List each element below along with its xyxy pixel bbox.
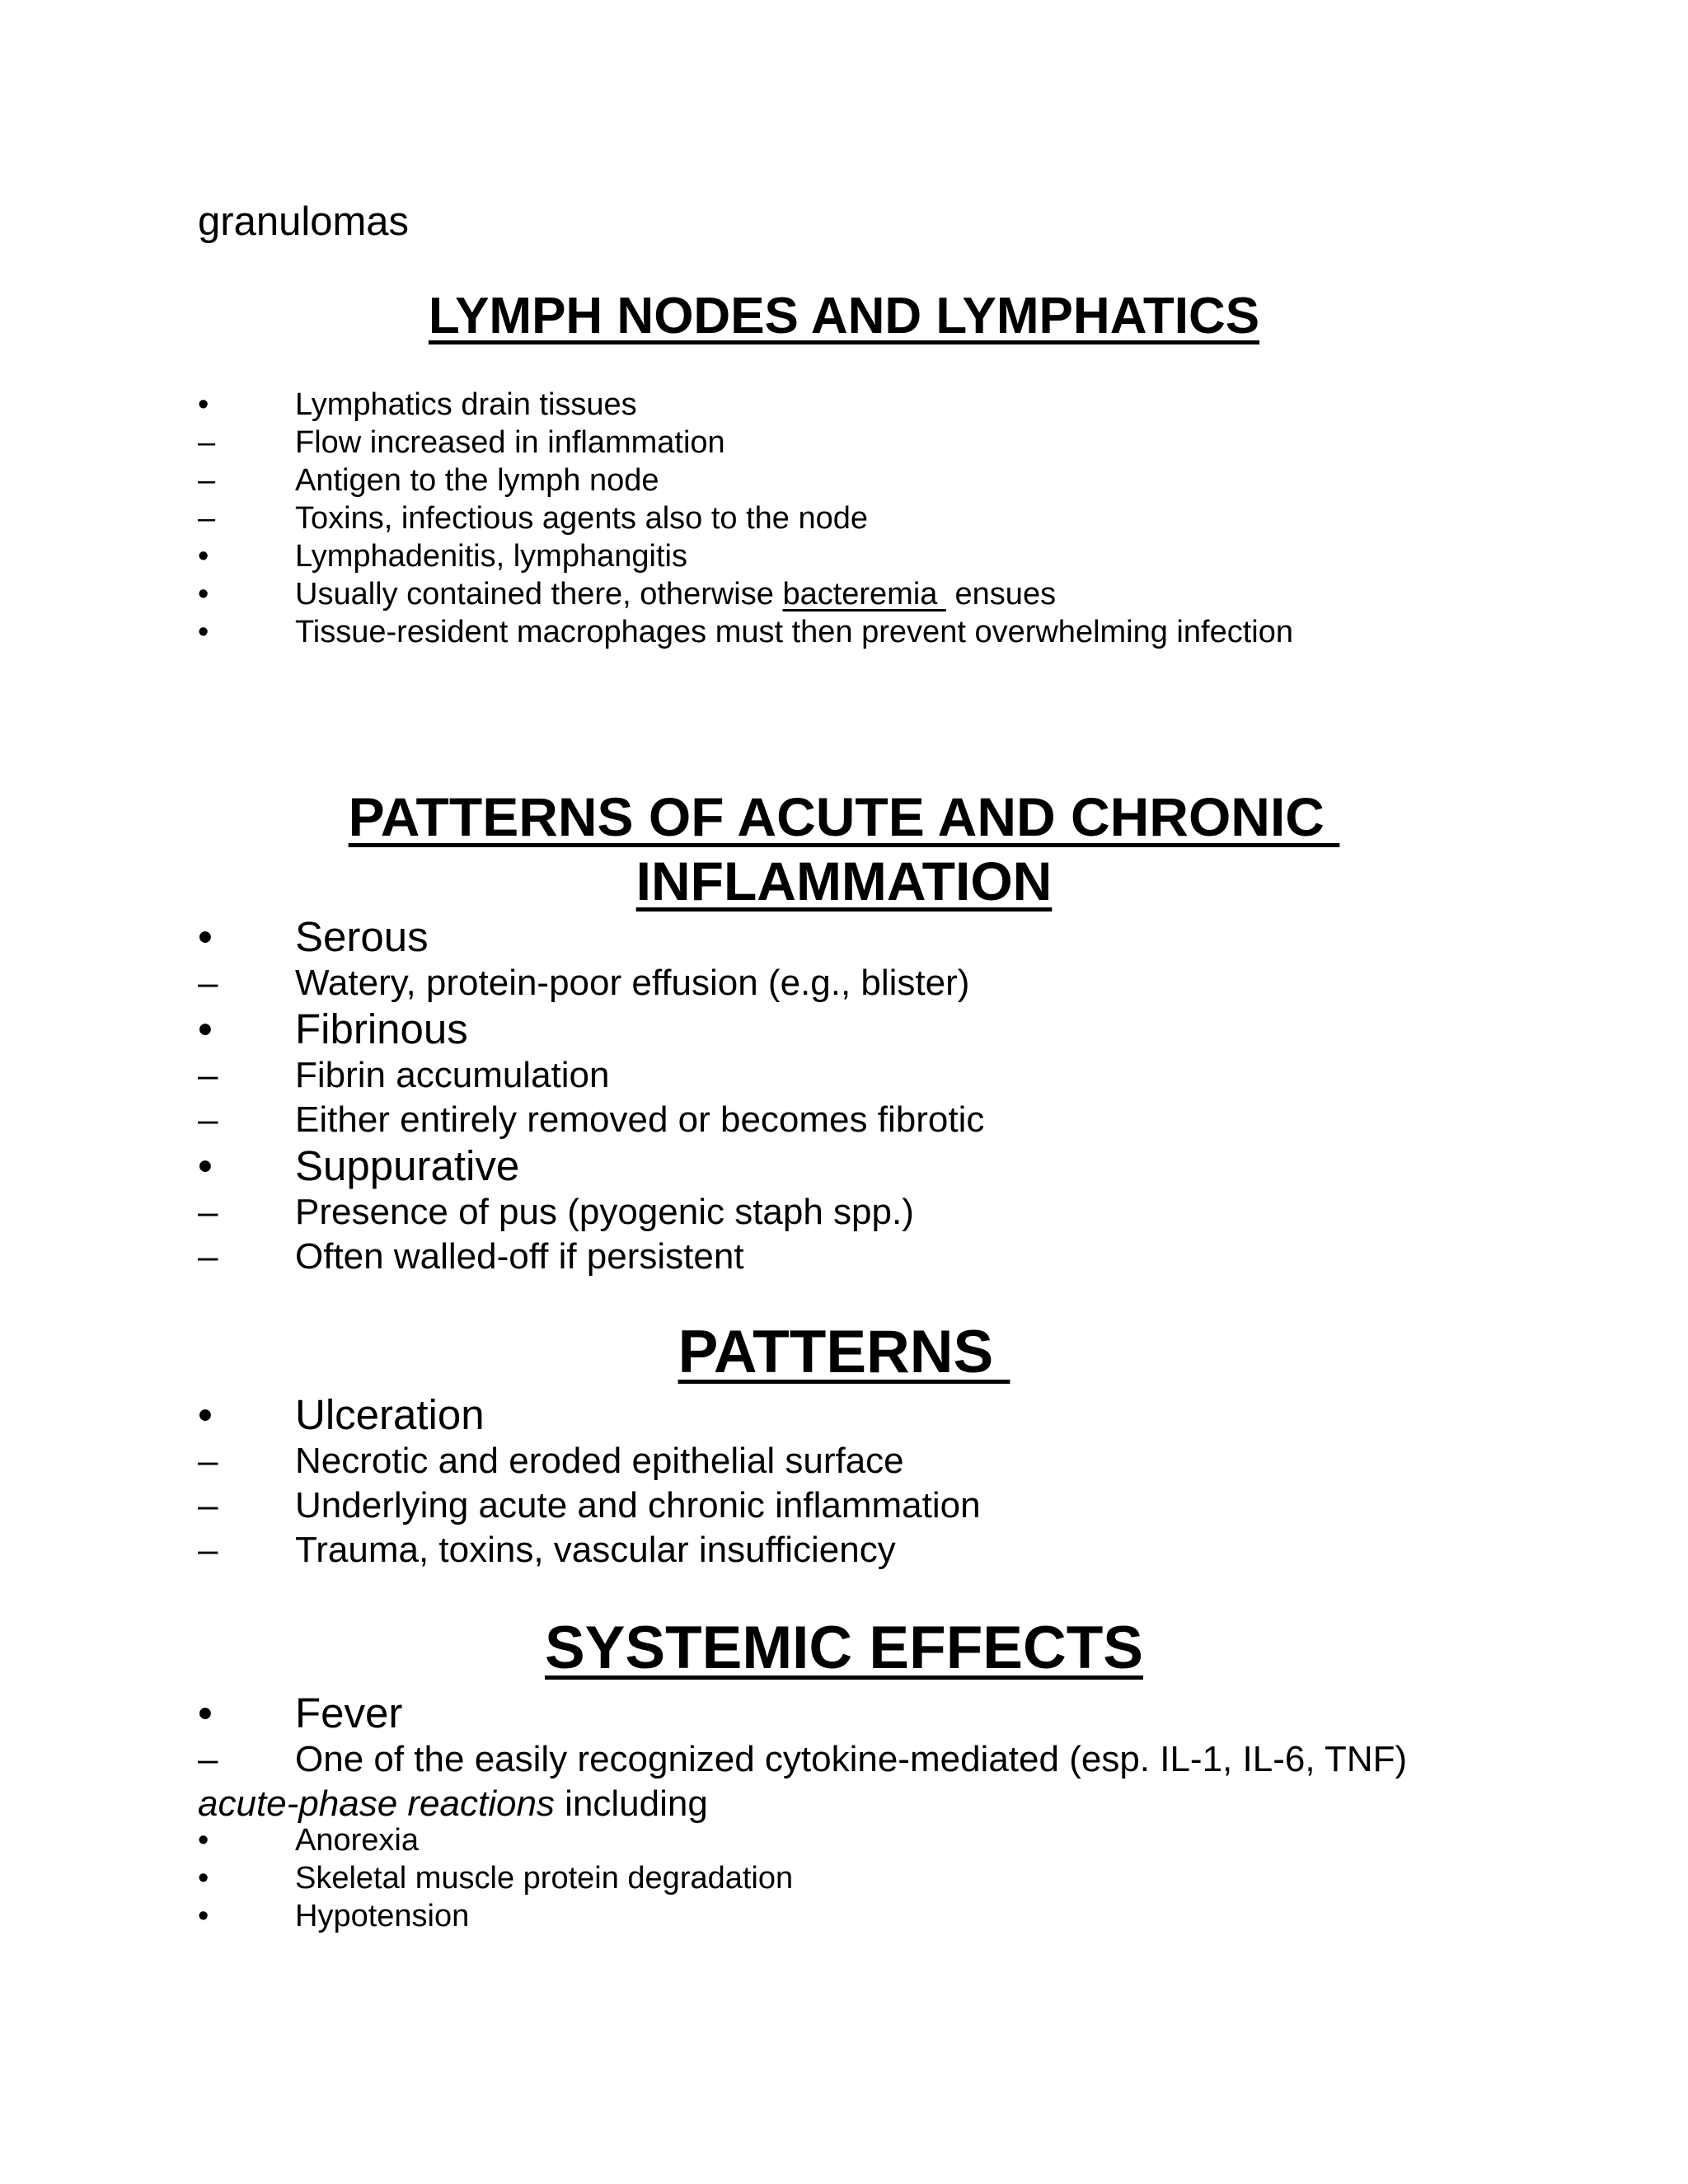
list-item (0, 1142, 1688, 1190)
patterns-list (0, 1391, 1688, 1572)
text-after-link: ensues (945, 577, 1057, 612)
list-item-text: Antigen to the lymph node (295, 463, 659, 498)
bullet-marker: • (198, 1899, 209, 1933)
bullet-marker: • (198, 1861, 209, 1896)
list-item-text (295, 575, 1056, 613)
list-item-text: Anorexia (295, 1823, 419, 1858)
dash-marker: – (198, 1485, 218, 1526)
bullet-marker: • (198, 387, 209, 422)
lymph-list (0, 386, 1688, 651)
acute-chronic-heading-line2: INFLAMMATION (635, 851, 1053, 912)
list-item (0, 1391, 1688, 1439)
list-item (0, 1821, 1688, 1859)
acute-phase-italic: acute-phase reactions (198, 1783, 555, 1824)
list-item (0, 1190, 1688, 1235)
dash-marker: – (198, 1530, 218, 1570)
dash-marker: – (198, 425, 216, 460)
dash-marker: – (198, 963, 218, 1003)
list-item (0, 1098, 1688, 1142)
continuation-rest: including (554, 1783, 708, 1824)
list-item-text: Flow increased in inflammation (295, 425, 725, 460)
systemic-sublist (0, 1821, 1688, 1935)
bullet-marker: • (198, 1823, 209, 1858)
list-item-text: Presence of pus (pyogenic staph spp.) (295, 1192, 914, 1232)
acute-chronic-list (0, 913, 1688, 1279)
dash-marker: – (198, 1192, 218, 1232)
text-before-link: Usually contained there, otherwise (295, 577, 783, 612)
list-item (0, 1897, 1688, 1935)
list-item-text: Fever (295, 1690, 403, 1736)
list-item-text: Lymphatics drain tissues (295, 387, 637, 422)
list-item (0, 1483, 1688, 1528)
dash-marker: – (198, 501, 216, 536)
dash-marker: – (198, 1739, 218, 1779)
list-item-text: Serous (295, 913, 429, 960)
list-item (0, 1859, 1688, 1897)
bullet-marker: • (198, 539, 209, 574)
list-item-text: Watery, protein-poor effusion (e.g., blister) (295, 963, 970, 1003)
list-item (0, 913, 1688, 961)
list-item (0, 424, 1688, 462)
list-item-text: Fibrin accumulation (295, 1055, 610, 1095)
list-item-text: One of the easily recognized cytokine-mediated (esp. IL-1, IL-6, TNF) (295, 1739, 1408, 1779)
list-item (0, 1737, 1688, 1782)
bullet-marker: • (198, 1690, 213, 1736)
list-item-text: Often walled-off if persistent (295, 1236, 744, 1277)
systemic-heading: SYSTEMIC EFFECTS (544, 1615, 1143, 1681)
list-item (0, 462, 1688, 499)
patterns-heading: PATTERNS (678, 1319, 1010, 1385)
list-item-text: Necrotic and eroded epithelial surface (295, 1441, 904, 1481)
list-item-text: Tissue-resident macrophages must then prevent overwhelming infection (295, 615, 1293, 649)
list-item (0, 961, 1688, 1005)
list-item (0, 1005, 1688, 1053)
list-item-text: Trauma, toxins, vascular insufficiency (295, 1530, 896, 1570)
list-item-text: Toxins, infectious agents also to the node (295, 501, 869, 536)
dash-marker: – (198, 1055, 218, 1095)
list-item-text: Fibrinous (295, 1005, 468, 1052)
list-item-text: Suppurative (295, 1142, 520, 1189)
list-item-text: Hypotension (295, 1899, 470, 1933)
systemic-list (0, 1690, 1688, 1828)
list-item (0, 1439, 1688, 1483)
bullet-marker: • (198, 1005, 213, 1052)
dash-marker: – (198, 1441, 218, 1481)
list-item (0, 1053, 1688, 1098)
list-item-text: Ulceration (295, 1391, 485, 1438)
list-item-text: Underlying acute and chronic inflammation (295, 1485, 981, 1526)
list-item (0, 1235, 1688, 1279)
acute-chronic-heading-line1: PATTERNS OF ACUTE AND CHRONIC (348, 786, 1340, 847)
top-text: granulomas (198, 199, 410, 244)
list-item (0, 613, 1688, 651)
bullet-marker: • (198, 913, 213, 960)
list-item-text: Either entirely removed or becomes fibrotic (295, 1099, 985, 1140)
list-item (0, 537, 1688, 575)
dash-marker: – (198, 463, 216, 498)
continuation-text (198, 1782, 708, 1826)
lymph-heading: LYMPH NODES AND LYMPHATICS (428, 288, 1260, 344)
bullet-marker: • (198, 615, 209, 649)
list-item (0, 1690, 1688, 1737)
dash-marker: – (198, 1236, 218, 1277)
bullet-marker: • (198, 1142, 213, 1189)
bacteremia-underlined: bacteremia (782, 577, 946, 612)
dash-marker: – (198, 1099, 218, 1140)
list-item-text: Skeletal muscle protein degradation (295, 1861, 794, 1896)
list-item (0, 386, 1688, 424)
bullet-marker: • (198, 1391, 213, 1438)
list-item (0, 575, 1688, 613)
bullet-marker: • (198, 577, 209, 612)
list-item (0, 1528, 1688, 1572)
list-item-text: Lymphadenitis, lymphangitis (295, 539, 687, 574)
list-item (0, 499, 1688, 537)
